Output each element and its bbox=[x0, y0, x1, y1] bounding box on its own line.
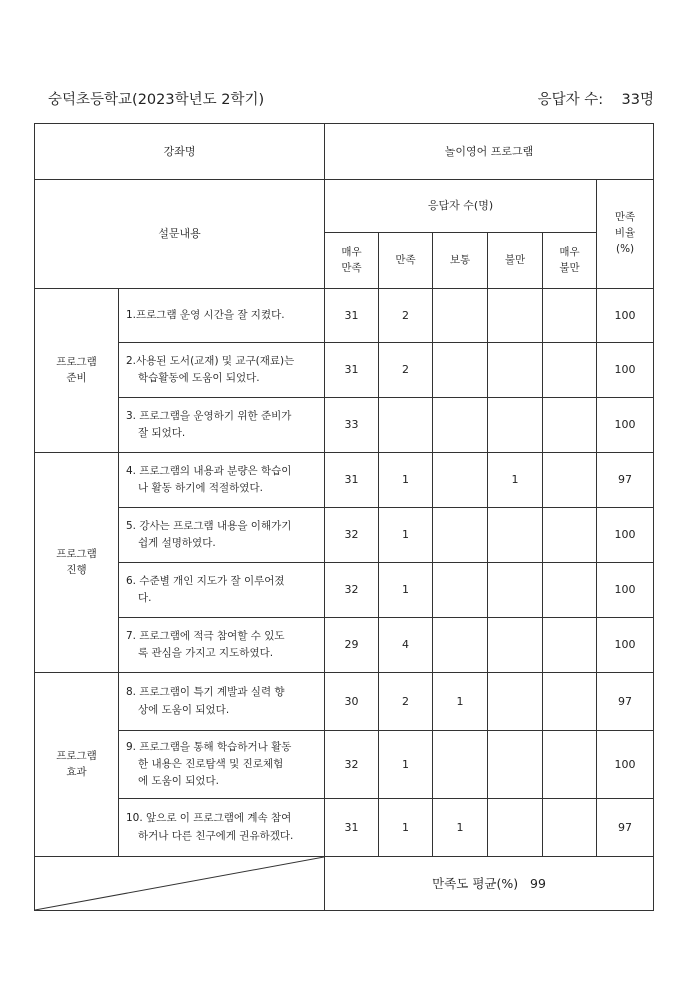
response-count-cell bbox=[543, 453, 597, 508]
question-line: 다. bbox=[138, 592, 152, 604]
question-text bbox=[119, 799, 325, 857]
diagonal-line bbox=[35, 857, 324, 910]
response-count-cell bbox=[488, 398, 543, 453]
question-text bbox=[119, 453, 325, 508]
question-line: 3. 프로그램을 운영하기 위한 준비가 bbox=[126, 409, 292, 422]
column-header-line: 매우 bbox=[341, 245, 362, 258]
question-line: 록 관심을 가지고 지도하였다. bbox=[138, 647, 274, 659]
question-text bbox=[119, 289, 325, 343]
response-count-cell bbox=[543, 343, 597, 398]
table-row bbox=[35, 563, 654, 618]
column-header bbox=[379, 233, 433, 289]
survey-content-label: 설문내용 bbox=[35, 180, 325, 289]
question-line: 하거나 다른 친구에게 권유하겠다. bbox=[138, 829, 294, 842]
question-line: 학습활동에 도움이 되었다. bbox=[138, 372, 260, 384]
section-label-line: 준비 bbox=[66, 371, 87, 384]
satisfaction-rate-cell: 100 bbox=[597, 508, 654, 563]
response-count-cell bbox=[433, 563, 488, 618]
response-count-cell bbox=[488, 563, 543, 618]
response-count-cell: 1 bbox=[379, 731, 433, 799]
column-header-line: 불만 bbox=[559, 261, 580, 274]
response-count-cell: 33 bbox=[325, 398, 379, 453]
section-label-line: 효과 bbox=[66, 765, 87, 778]
respondent-count-value: 33명 bbox=[621, 92, 654, 108]
satisfaction-rate-cell: 97 bbox=[597, 673, 654, 731]
respondent-count bbox=[538, 88, 654, 109]
response-count-cell: 1 bbox=[488, 453, 543, 508]
response-count-cell bbox=[488, 508, 543, 563]
response-count-cell: 1 bbox=[433, 799, 488, 857]
question-line: 7. 프로그램에 적극 참여할 수 있도 bbox=[126, 629, 285, 642]
column-header-line: 매우 bbox=[559, 245, 580, 258]
average-value: 99 bbox=[530, 875, 546, 891]
question-line: 9. 프로그램을 통해 학습하거나 활동 bbox=[126, 740, 292, 753]
question-line: 10. 앞으로 이 프로그램에 계속 참여 bbox=[126, 812, 292, 825]
response-count-cell: 31 bbox=[325, 343, 379, 398]
table-row bbox=[35, 343, 654, 398]
response-count-cell: 1 bbox=[379, 563, 433, 618]
question-text bbox=[119, 731, 325, 799]
question-text bbox=[119, 508, 325, 563]
satisfaction-rate-cell: 100 bbox=[597, 343, 654, 398]
response-count-cell bbox=[543, 398, 597, 453]
response-count-cell bbox=[543, 289, 597, 343]
response-count-cell bbox=[433, 343, 488, 398]
average-label: 만족도 평균(%) bbox=[432, 875, 519, 891]
satisfaction-rate-cell: 100 bbox=[597, 618, 654, 673]
column-header-line: 만족 bbox=[395, 253, 416, 266]
response-count-cell bbox=[543, 563, 597, 618]
response-count-cell bbox=[488, 673, 543, 731]
question-text bbox=[119, 618, 325, 673]
response-count-cell: 1 bbox=[433, 673, 488, 731]
response-count-cell: 4 bbox=[379, 618, 433, 673]
response-count-cell: 2 bbox=[379, 673, 433, 731]
response-count-cell bbox=[433, 289, 488, 343]
response-count-cell: 32 bbox=[325, 731, 379, 799]
average-row bbox=[35, 857, 654, 911]
response-count-cell bbox=[379, 398, 433, 453]
response-count-cell bbox=[543, 508, 597, 563]
section-label bbox=[35, 673, 119, 857]
table-row bbox=[35, 618, 654, 673]
table-row bbox=[35, 673, 654, 731]
response-count-cell: 32 bbox=[325, 563, 379, 618]
section-label-line: 프로그램 bbox=[56, 749, 97, 762]
question-line: 한 내용은 진로탐색 및 진로체험 bbox=[138, 757, 284, 770]
question-line: 쉽게 설명하였다. bbox=[138, 537, 216, 549]
satisfaction-rate-cell: 97 bbox=[597, 453, 654, 508]
page-header bbox=[48, 88, 654, 112]
satisfaction-rate-line-1: 만족 bbox=[614, 211, 636, 224]
column-header bbox=[325, 233, 379, 289]
table-row bbox=[35, 508, 654, 563]
satisfaction-rate-line-2: 비율 bbox=[614, 227, 636, 240]
table-row bbox=[35, 799, 654, 857]
section-label bbox=[35, 453, 119, 673]
column-header-line: 불만 bbox=[504, 253, 526, 266]
question-line: 5. 강사는 프로그램 내용을 이해가기 bbox=[126, 519, 292, 532]
question-text bbox=[119, 563, 325, 618]
column-header bbox=[543, 233, 597, 289]
table-row bbox=[35, 289, 654, 343]
question-text bbox=[119, 343, 325, 398]
average-cell bbox=[325, 857, 654, 911]
response-count-cell bbox=[488, 289, 543, 343]
response-count-cell: 30 bbox=[325, 673, 379, 731]
satisfaction-rate-cell: 100 bbox=[597, 398, 654, 453]
course-name: 놀이영어 프로그램 bbox=[325, 124, 654, 180]
response-count-cell: 31 bbox=[325, 799, 379, 857]
question-line: 6. 수준별 개인 지도가 잘 이루어졌 bbox=[126, 574, 285, 587]
section-label-line: 프로그램 bbox=[56, 355, 97, 368]
respondent-count-label: 응답자 수: bbox=[537, 92, 604, 108]
diagonal-empty-cell bbox=[35, 857, 325, 911]
response-count-cell bbox=[488, 343, 543, 398]
response-count-cell bbox=[433, 508, 488, 563]
response-count-cell bbox=[433, 453, 488, 508]
column-header bbox=[488, 233, 543, 289]
question-text bbox=[119, 673, 325, 731]
response-count-cell bbox=[488, 799, 543, 857]
response-count-cell: 1 bbox=[379, 799, 433, 857]
response-count-cell bbox=[543, 618, 597, 673]
school-title: 숭덕초등학교(2023학년도 2학기) bbox=[48, 92, 265, 108]
response-count-cell bbox=[543, 673, 597, 731]
response-count-cell bbox=[433, 398, 488, 453]
question-line: 나 활동 하기에 적절하였다. bbox=[138, 482, 263, 494]
response-count-cell: 2 bbox=[379, 343, 433, 398]
response-count-cell bbox=[543, 731, 597, 799]
response-count-cell bbox=[488, 618, 543, 673]
question-line: 1.프로그램 운영 시간을 잘 지켰다. bbox=[126, 308, 285, 321]
column-header bbox=[433, 233, 488, 289]
question-line: 4. 프로그램의 내용과 분량은 학습이 bbox=[126, 464, 292, 477]
satisfaction-rate-cell: 100 bbox=[597, 563, 654, 618]
question-line: 잘 되었다. bbox=[138, 427, 186, 439]
question-line: 상에 도움이 되었다. bbox=[138, 703, 230, 716]
respondents-header: 응답자 수(명) bbox=[325, 180, 597, 233]
question-line: 2.사용된 도서(교재) 및 교구(재료)는 bbox=[126, 354, 295, 367]
response-count-cell bbox=[433, 731, 488, 799]
section-label bbox=[35, 289, 119, 453]
satisfaction-rate-cell: 97 bbox=[597, 799, 654, 857]
response-count-cell bbox=[488, 731, 543, 799]
satisfaction-rate-header bbox=[597, 180, 654, 289]
table-row bbox=[35, 731, 654, 799]
column-header-line: 만족 bbox=[341, 261, 362, 274]
response-count-cell: 32 bbox=[325, 508, 379, 563]
column-header-line: 보통 bbox=[449, 253, 471, 266]
response-count-cell bbox=[433, 618, 488, 673]
satisfaction-rate-line-3: (%) bbox=[615, 242, 635, 255]
response-count-cell: 31 bbox=[325, 289, 379, 343]
course-label: 강좌명 bbox=[35, 124, 325, 180]
response-count-cell: 1 bbox=[379, 508, 433, 563]
response-count-cell bbox=[543, 799, 597, 857]
question-line: 8. 프로그램이 특기 계발과 실력 향 bbox=[126, 686, 285, 699]
satisfaction-rate-cell: 100 bbox=[597, 289, 654, 343]
satisfaction-rate-cell: 100 bbox=[597, 731, 654, 799]
section-label-line: 프로그램 bbox=[56, 547, 97, 560]
table-row bbox=[35, 398, 654, 453]
response-count-cell: 29 bbox=[325, 618, 379, 673]
section-label-line: 진행 bbox=[66, 563, 87, 576]
question-line: 에 도움이 되었다. bbox=[138, 775, 220, 788]
question-text bbox=[119, 398, 325, 453]
response-count-cell: 31 bbox=[325, 453, 379, 508]
response-count-cell: 2 bbox=[379, 289, 433, 343]
response-count-cell: 1 bbox=[379, 453, 433, 508]
survey-table bbox=[34, 123, 654, 911]
table-row bbox=[35, 453, 654, 508]
